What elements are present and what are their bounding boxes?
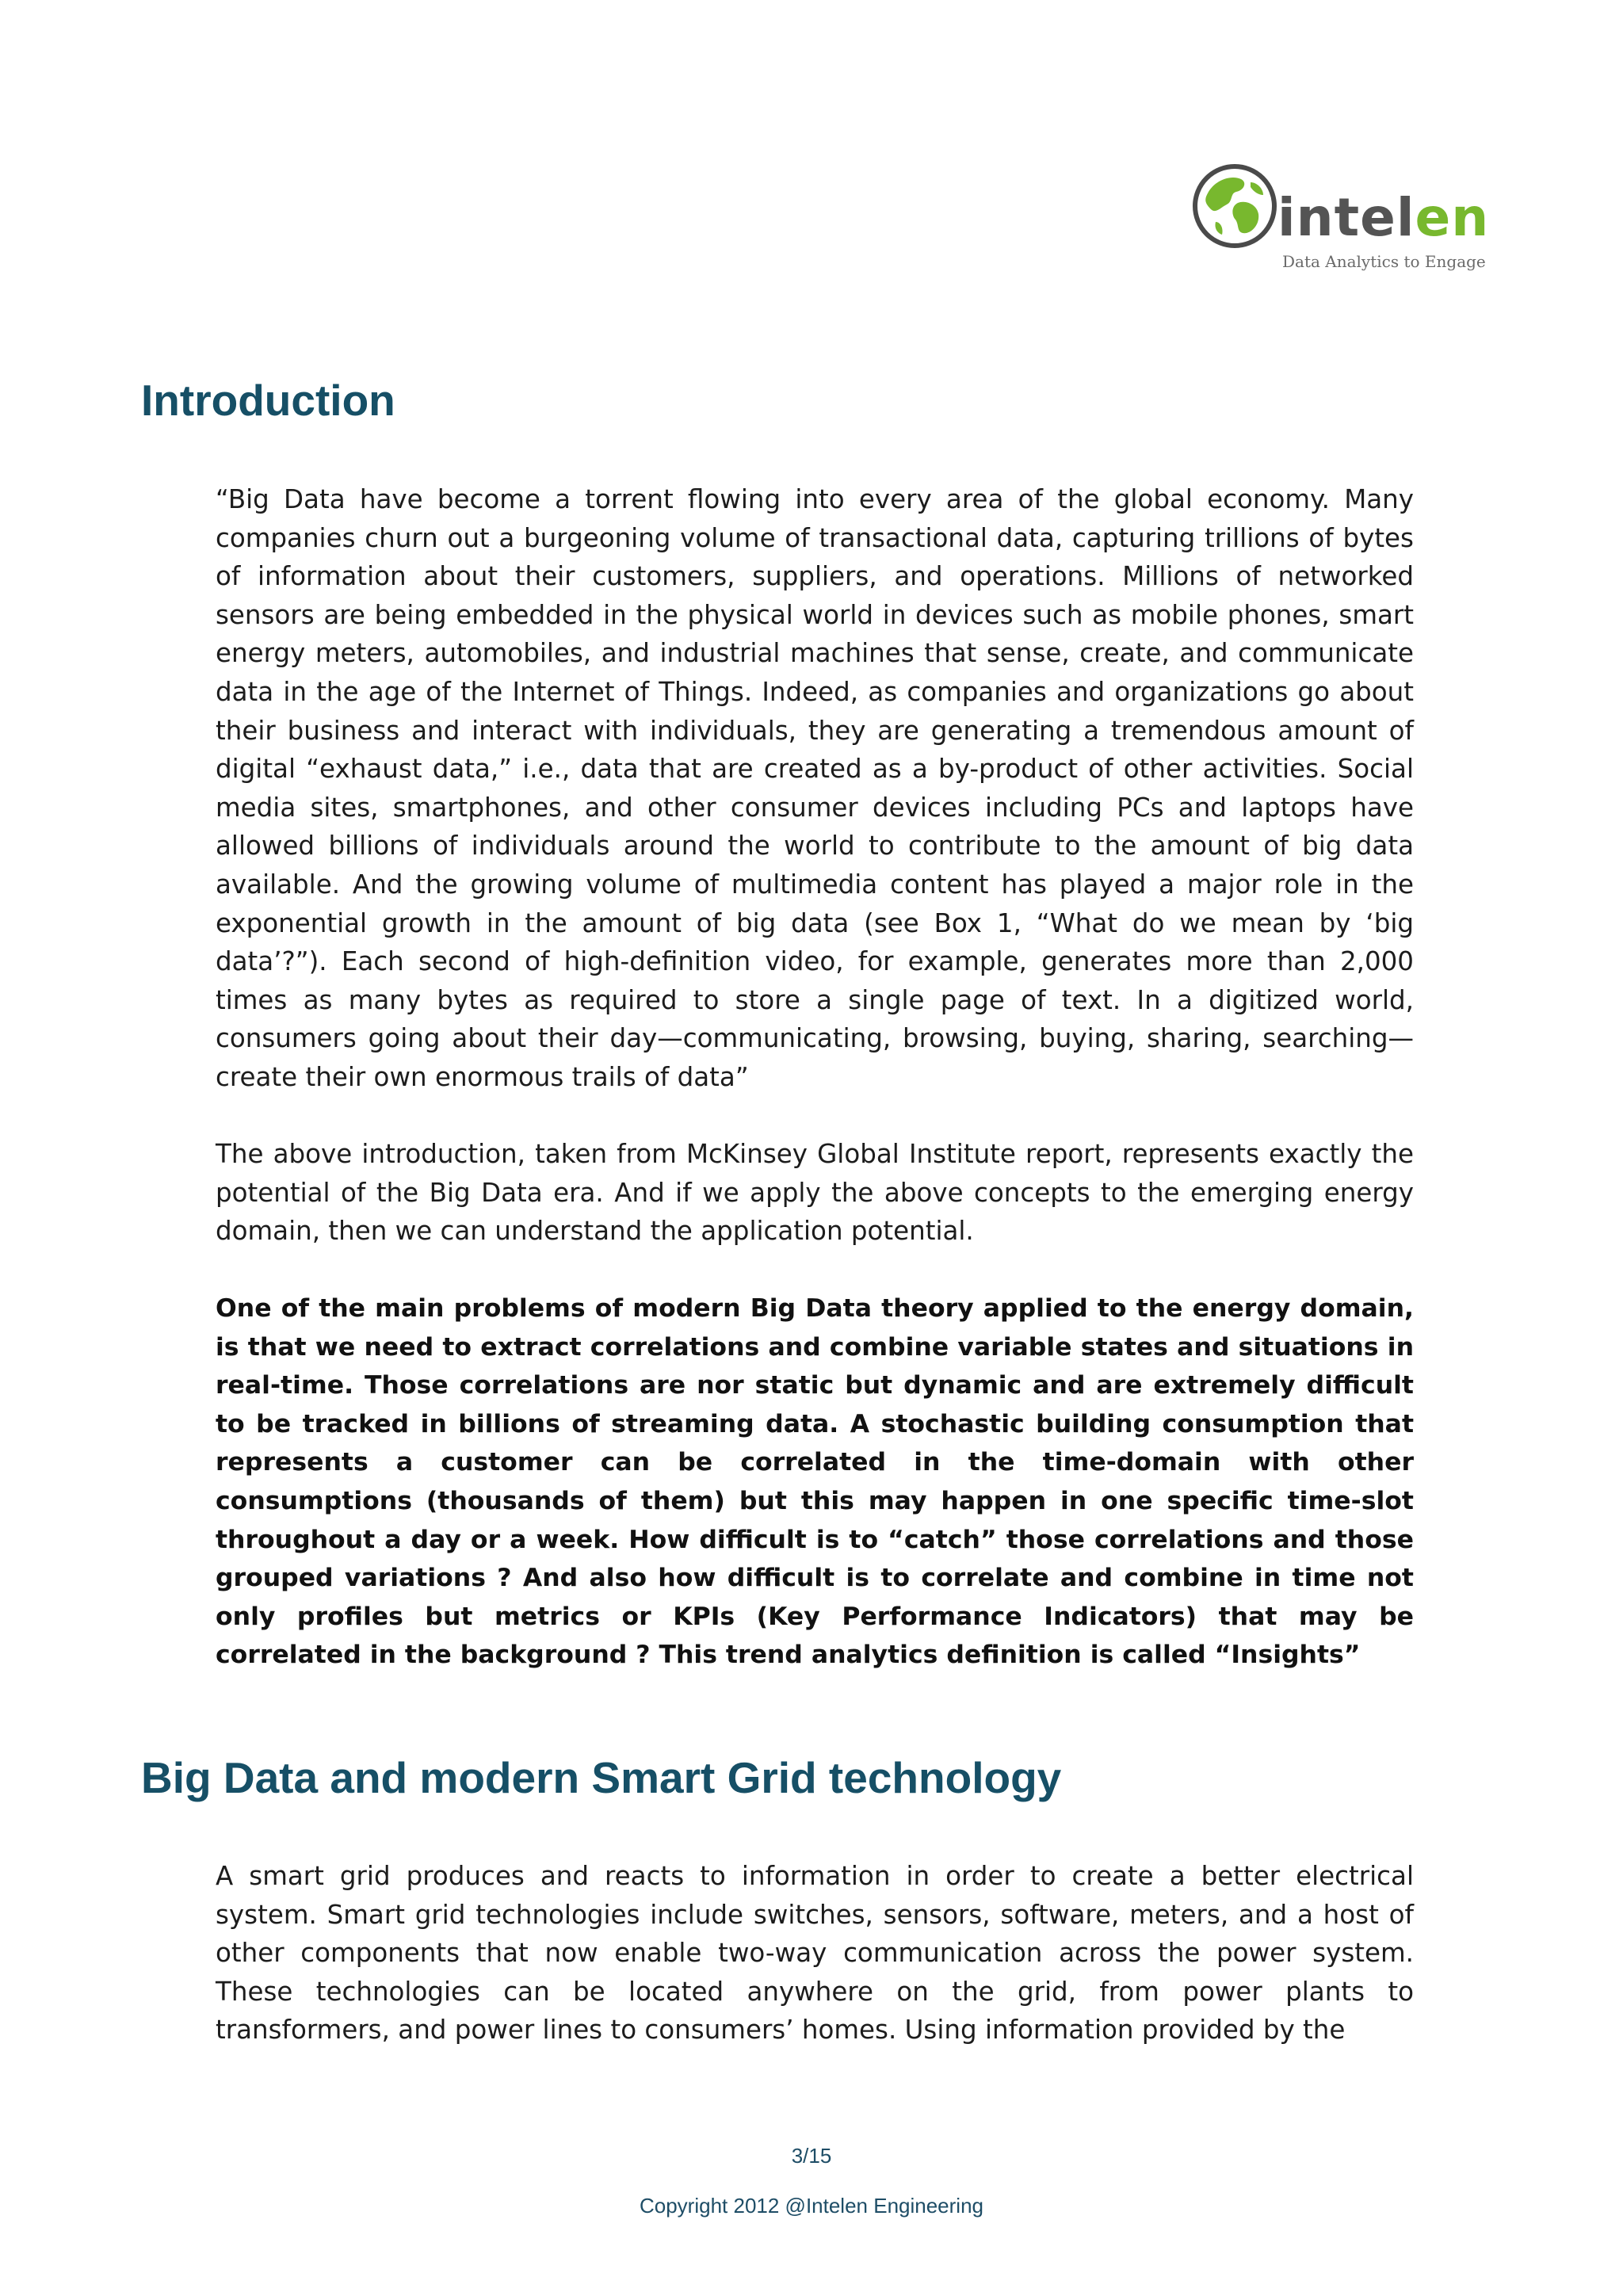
section-heading-introduction: Introduction [141,376,395,425]
logo-wordmark-part1: intel [1277,187,1415,248]
page-number: 3/15 [791,2144,832,2168]
intelen-logo [1189,159,1498,277]
copyright-notice: Copyright 2012 @Intelen Engineering [639,2194,983,2218]
intro-context-paragraph: The above introduction, taken from McKinsey Global Institute report, represents exactly the potential of the Big Data era. And if we apply the above concepts to the emerging energy domain, then we can understand the application potential. [216,1139,1414,1247]
smart-grid-paragraph: A smart grid produces and reacts to information in order to create a better electrical system. Smart grid technologies include switches, sensors, software, meters, and a host of other components that now enable two-way communication across the power system. These technologies can be located anywhere on the grid, from power plants to transformers, and power lines to consumers’ homes. Using information provided by the [216,1861,1414,2046]
logo-tagline: Data Analytics to Engage [1282,252,1486,271]
section-heading-smart-grid: Big Data and modern Smart Grid technology [141,1753,1062,1802]
intro-problem-paragraph: One of the main problems of modern Big Data theory applied to the energy domain, is that we need to extract correlations and combine variable states and situations in real-time. Those correlations are nor static but dynamic and are extremely difficult to be tracked in billions of streaming data. A stochastic building consumption that represents a customer can be correlated in the time-domain with other consumptions (thousands of them) but this may happen in one specific time-slot throughout a day or a week. How difficult is to “catch” those correlations and those grouped variations ? And also how difficult is to correlate and combine in time not only profiles but metrics or KPIs (Key Performance Indicators) that may be correlated in the background ? This trend analytics definition is called “Insights” [216,1294,1414,1670]
globe-icon [1189,159,1284,258]
intro-quote-paragraph: “Big Data have become a torrent flowing into every area of the global economy. Many companies churn out a burgeoning volume of transactional data, capturing trillions of bytes of information about their customers, suppliers, and operations. Millions of networked sensors are being embedded in the physical world in devices such as mobile phones, smart energy meters, automobiles, and industrial machines that sense, create, and communicate data in the age of the Internet of Things. Indeed, as companies and organizations go about their business and interact with individuals, they are generating a tremendous amount of digital “exhaust data,” i.e., data that are created as a by-product of other activities. Social media sites, smartphones, and other consumer devices including PCs and laptops have allowed billions of individuals around the world to contribute to the amount of big data available. And the growing volume of multimedia content has played a major role in the exponential growth in the amount of big data (see Box 1, “What do we mean by ‘big data’?”). Each second of high-definition video, for example, generates more than 2,000 times as many bytes as required to store a single page of text. In a digitized world, consumers going about their day—communicating, browsing, buying, sharing, searching—create their own enormous trails of data” [216,484,1414,1092]
logo-wordmark [1277,187,1490,248]
logo-wordmark-part2: en [1415,187,1490,248]
